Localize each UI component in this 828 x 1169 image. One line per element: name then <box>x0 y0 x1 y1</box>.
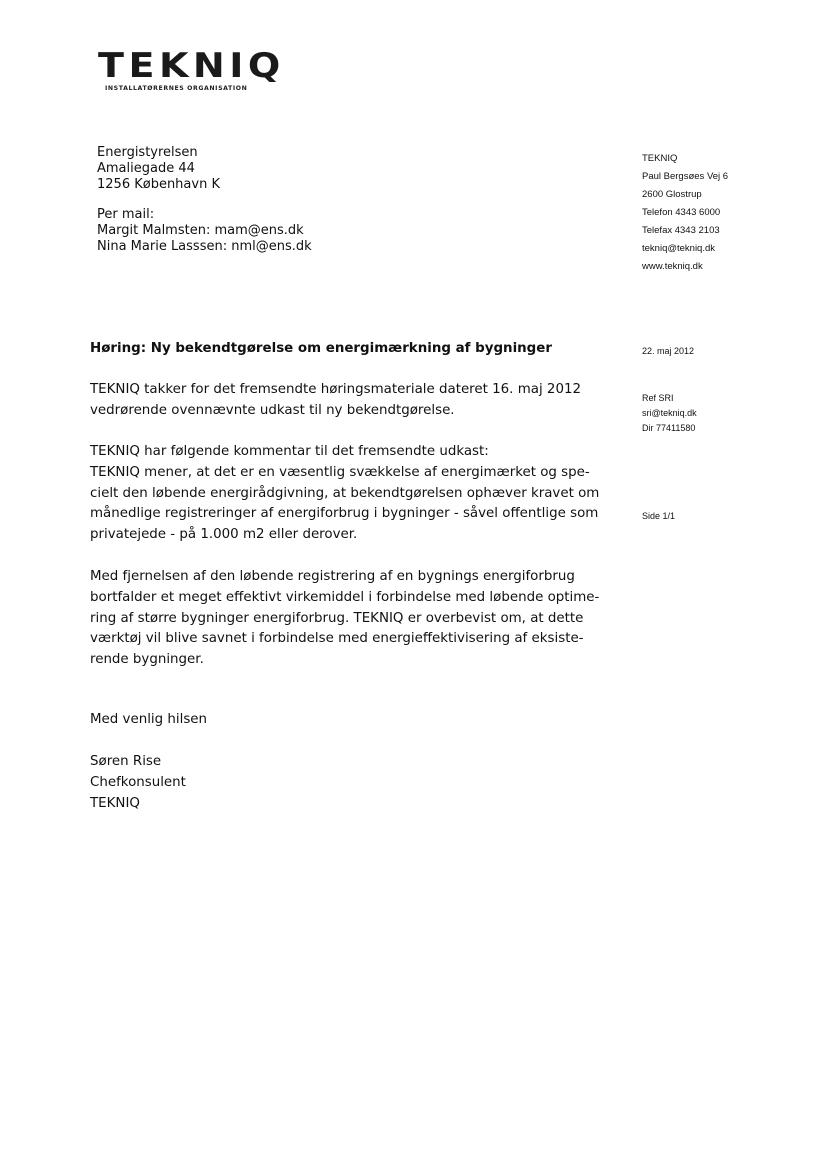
sender-website: www.tekniq.dk <box>642 261 703 272</box>
sender-address <box>642 150 728 276</box>
paragraph-line: privatejede - på 1.000 m2 eller derover. <box>90 527 358 543</box>
paragraph-line: bortfalder et meget effektivt virkemiddel i forbindelse med løbende optime- <box>90 589 600 605</box>
signatory-title: Chefkonsulent <box>90 774 186 790</box>
paragraph-1 <box>90 380 581 422</box>
per-mail-label: Per mail: <box>97 207 155 222</box>
page-number: Side 1/1 <box>642 511 676 521</box>
recipient-line: Amaliegade 44 <box>97 161 195 176</box>
recipient-contact: Nina Marie Lasssen: nml@ens.dk <box>97 239 312 254</box>
paragraph-line: rende bygninger. <box>90 652 204 668</box>
paragraph-line: månedlige registreringer af energiforbrug i bygninger - såvel offentlige som <box>90 506 599 522</box>
sender-line: 2600 Glostrup <box>642 189 702 200</box>
logo-tagline: INSTALLATØRERNES ORGANISATION <box>105 85 248 92</box>
paragraph-2 <box>90 442 599 546</box>
sender-line: Paul Bergsøes Vej 6 <box>642 171 729 182</box>
recipient-contact: Margit Malmsten: mam@ens.dk <box>97 223 304 238</box>
paragraph-line: ring af større bygninger energiforbrug. TEKNIQ er overbevist om, at dette <box>90 610 584 626</box>
paragraph-line: Med fjernelsen af den løbende registrering af en bygnings energiforbrug <box>90 569 575 584</box>
signatory-organization: TEKNIQ <box>90 795 140 811</box>
paragraph-line: TEKNIQ har følgende kommentar til det fremsendte udkast: <box>90 444 489 459</box>
recipient-line: Energistyrelsen <box>97 145 198 160</box>
letter-subject: Høring: Ny bekendtgørelse om energimærkning af bygninger <box>90 341 552 356</box>
tekniq-logo <box>98 46 285 92</box>
letter-date: 22. maj 2012 <box>642 346 695 356</box>
paragraph-line: værktøj vil blive savnet i forbindelse med energieffektivisering af eksiste- <box>90 631 584 647</box>
recipient-address <box>97 145 312 255</box>
sender-line: TEKNIQ <box>642 153 678 164</box>
signature-block <box>90 752 186 814</box>
sender-phone: Telefon 4343 6000 <box>642 207 721 218</box>
logo-wordmark: TEKNIQ <box>98 46 285 86</box>
direct-phone: Dir 77411580 <box>642 423 696 433</box>
sender-fax: Telefax 4343 2103 <box>642 225 720 236</box>
sender-email: tekniq@tekniq.dk <box>642 243 716 254</box>
paragraph-line: cielt den løbende energirådgivning, at bekendtgørelsen ophæver kravet om <box>90 485 600 501</box>
reference-email: sri@tekniq.dk <box>642 408 697 418</box>
closing: Med venlig hilsen <box>90 712 208 727</box>
paragraph-line: TEKNIQ takker for det fremsendte høringsmateriale dateret 16. maj 2012 <box>90 382 582 397</box>
paragraph-3 <box>90 567 599 671</box>
reference: Ref SRI <box>642 393 674 403</box>
reference-block <box>642 391 697 436</box>
paragraph-line: TEKNIQ mener, at det er en væsentlig svækkelse af energimærket og spe- <box>90 464 590 480</box>
paragraph-line: vedrørende ovennævnte udkast til ny bekendtgørelse. <box>90 402 455 418</box>
signatory-name: Søren Rise <box>90 754 162 769</box>
recipient-line: 1256 København K <box>97 177 220 192</box>
